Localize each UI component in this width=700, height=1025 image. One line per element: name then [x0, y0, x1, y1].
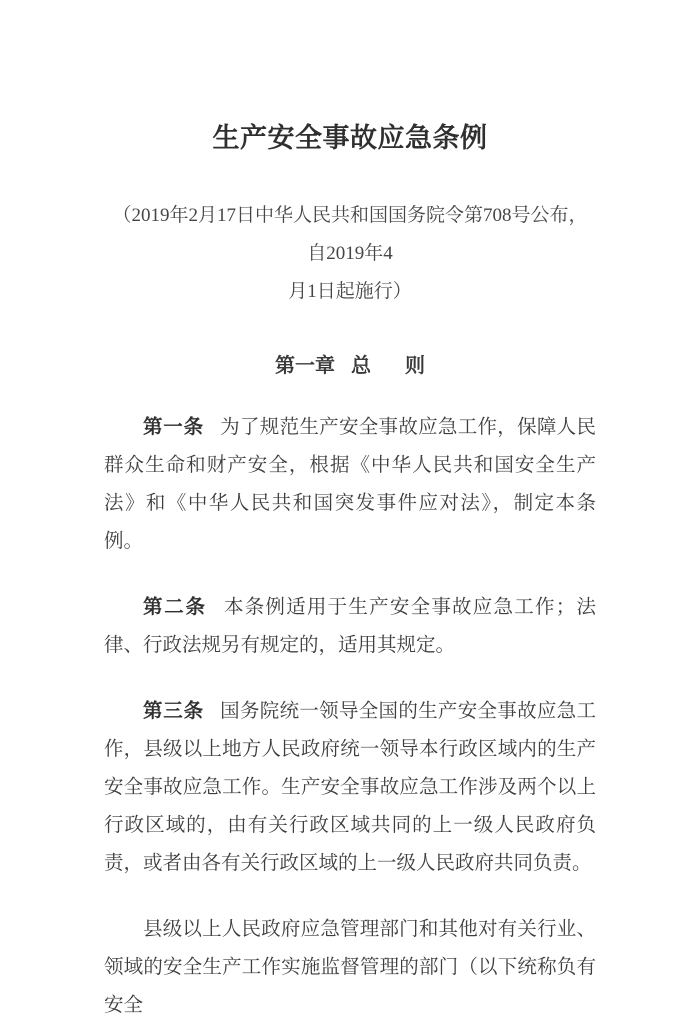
article-item: [104, 693, 596, 883]
document-title: 生产安全事故应急条例: [212, 123, 488, 153]
article-label: 第二条: [143, 597, 207, 618]
article-item: [104, 409, 596, 561]
subtitle-line-1: （2019年2月17日中华人民共和国国务院令第708号公布，自2019年4: [112, 205, 588, 264]
article-label: 第三条: [143, 701, 204, 722]
chapter-heading: [104, 351, 596, 381]
chapter-name-first: 总: [351, 355, 371, 377]
article-text: 本条例适用于生产安全事故应急工作；法律、行政法规另有规定的，适用其规定。: [104, 597, 596, 656]
body-paragraph: 县级以上人民政府应急管理部门和其他对有关行业、领域的安全生产工作实施监督管理的部门（以下统称负有安全: [104, 919, 596, 1016]
subtitle-line-2: 月1日起施行）: [288, 281, 412, 302]
document-subtitle: [104, 197, 596, 311]
article-text: 为了规范生产安全事故应急工作，保障人民群众生命和财产安全，根据《中华人民共和国安全生产法》和《中华人民共和国突发事件应对法》，制定本条例。: [104, 417, 596, 552]
article-label: 第一条: [143, 417, 204, 438]
chapter-name-second: 则: [405, 355, 425, 377]
chapter-number: 第一章: [275, 355, 335, 377]
document-content: [104, 0, 596, 1025]
article-text: 国务院统一领导全国的生产安全事故应急工作，县级以上地方人民政府统一领导本行政区域内的生产安全事故应急工作。生产安全事故应急工作涉及两个以上行政区域的，由有关行政区域共同的上一级人民政府负责，或者由各有关行政区域的上一级人民政府共同负责。: [104, 701, 596, 874]
article-item: [104, 589, 596, 665]
